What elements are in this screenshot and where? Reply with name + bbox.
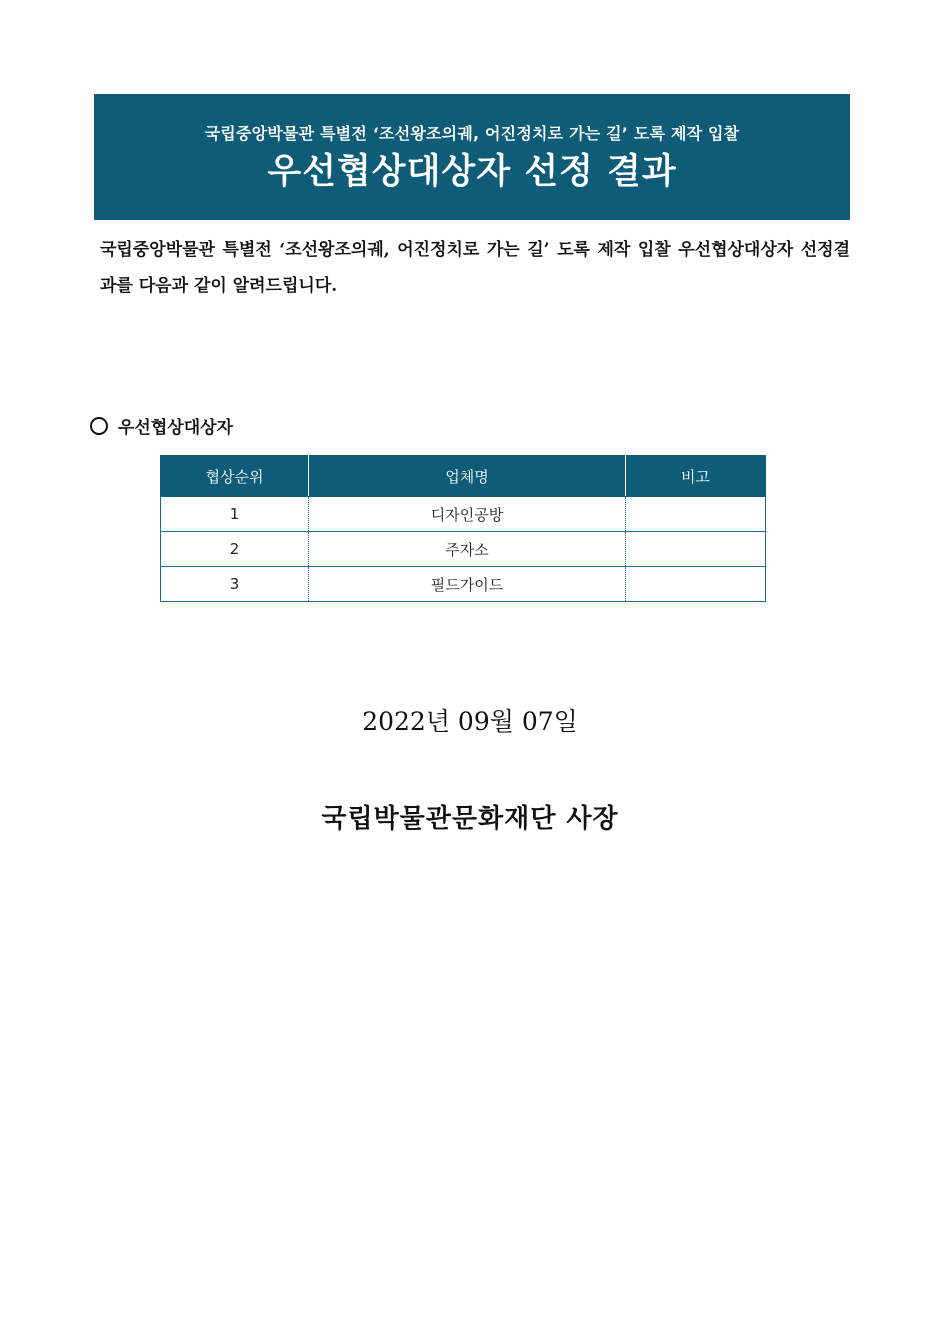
header-company: 업체명 (309, 456, 626, 497)
announcement-date: 2022년 09월 07일 (362, 707, 578, 736)
cell-company: 필드가이드 (309, 567, 626, 602)
signer-name: 국립박물관문화재단 사장 (321, 804, 619, 834)
section-heading-label: 우선협상대상자 (118, 418, 233, 438)
circle-bullet-icon (90, 417, 108, 435)
banner-subtitle: 국립중앙박물관 특별전 ‘조선왕조의궤, 어진정치로 가는 길’ 도록 제작 입찰 (204, 124, 740, 143)
table-row (161, 532, 766, 567)
title-banner (94, 94, 850, 220)
header-note: 비고 (625, 456, 765, 497)
cell-rank: 1 (161, 497, 309, 532)
banner-title: 우선협상대상자 선정 결과 (267, 152, 677, 192)
result-table (160, 455, 766, 602)
cell-rank: 2 (161, 532, 309, 567)
cell-rank: 3 (161, 567, 309, 602)
cell-note (625, 497, 765, 532)
cell-company: 주자소 (309, 532, 626, 567)
cell-note (625, 567, 765, 602)
header-rank: 협상순위 (161, 456, 309, 497)
cell-note (625, 532, 765, 567)
table-header-row (161, 456, 766, 497)
intro-paragraph: 국립중앙박물관 특별전 ‘조선왕조의궤, 어진정치로 가는 길’ 도록 제작 입찰 우선협상대상자 선정결과를 다음과 같이 알려드립니다. (100, 240, 850, 296)
table-row (161, 567, 766, 602)
table-row (161, 497, 766, 532)
cell-company: 디자인공방 (309, 497, 626, 532)
section-heading (90, 413, 233, 438)
